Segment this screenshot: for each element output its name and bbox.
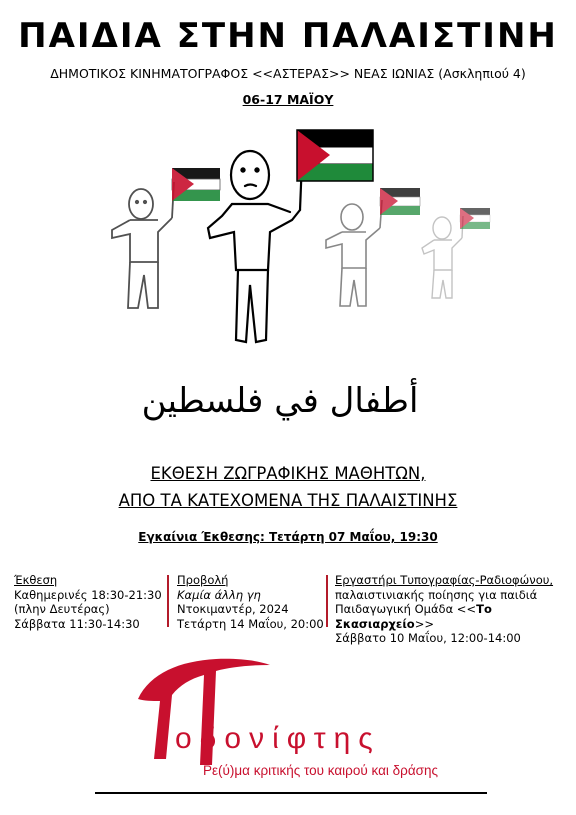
child-figure-right-2 bbox=[422, 216, 463, 298]
exhibition-heading bbox=[0, 460, 576, 514]
exhibit-line-2: (πλην Δευτέρας) bbox=[14, 602, 110, 616]
bottom-rule bbox=[95, 792, 487, 794]
flag-center bbox=[297, 130, 373, 181]
brand-logo-mark bbox=[120, 655, 280, 775]
opening-info: Εγκαίνια Έκθεσης: Τετάρτη 07 Μαΐου, 19:30 bbox=[138, 530, 438, 544]
schedule-workshop bbox=[335, 573, 576, 646]
flag-left bbox=[172, 168, 220, 201]
schedule-exhibit bbox=[14, 573, 162, 631]
brand-name: οδονίφτης bbox=[175, 722, 381, 755]
child-figure-left bbox=[112, 182, 174, 308]
screening-line-2: Ντοκιμαντέρ, 2024 bbox=[177, 602, 289, 616]
child-figure-center bbox=[208, 151, 302, 342]
workshop-line-1: παλαιστινιακής ποίησης για παιδιά bbox=[335, 587, 538, 602]
exhibition-line-2: ΑΠΟ ΤΑ ΚΑΤΕΧΟΜΕΝΑ ΤΗΣ ΠΑΛΑΙΣΤΙΝΗΣ bbox=[118, 491, 458, 510]
exhibit-heading: Έκθεση bbox=[14, 573, 58, 587]
exhibition-line-1: ΕΚΘΕΣΗ ΖΩΓΡΑΦΙΚΗΣ ΜΑΘΗΤΩΝ, bbox=[150, 464, 426, 483]
workshop-group-name: Το Σκασιαρχείο bbox=[335, 602, 492, 631]
flag-right-2 bbox=[460, 208, 490, 229]
flag-right-1 bbox=[380, 188, 420, 215]
column-divider-1 bbox=[167, 575, 169, 627]
exhibit-line-3: Σάββατα 11:30-14:30 bbox=[14, 616, 140, 631]
venue-subtitle: ΔΗΜΟΤΙΚΟΣ ΚΙΝΗΜΑΤΟΓΡΑΦΟΣ <<ΑΣΤΕΡΑΣ>> ΝΕΑΣ ΙΩΝΙΑΣ (Ασκληπιού 4) bbox=[50, 66, 526, 81]
schedule-screening bbox=[177, 573, 324, 631]
children-with-flags-illustration bbox=[0, 120, 576, 450]
workshop-line-3: Σάββατο 10 Μαΐου, 12:00-14:00 bbox=[335, 631, 521, 645]
column-divider-2 bbox=[326, 575, 328, 627]
arabic-handwriting: أطفال في فلسطين bbox=[141, 381, 419, 421]
poster-title: ΠΑΙΔΙΑ ΣΤΗΝ ΠΑΛΑΙΣΤΙΝΗ bbox=[18, 16, 558, 56]
child-figure-right-1 bbox=[326, 200, 382, 306]
workshop-heading: Εργαστήρι Τυπογραφίας-Ραδιοφώνου, bbox=[335, 573, 554, 587]
brand-tagline: Ρε(ύ)μα κριτικής του καιρού και δράσης bbox=[203, 763, 438, 778]
exhibit-line-1: Καθημερινές 18:30-21:30 bbox=[14, 587, 162, 602]
workshop-group-suffix: >> bbox=[414, 616, 434, 631]
event-dates: 06-17 ΜΑΪΟΥ bbox=[242, 92, 334, 107]
screening-film-title: Καμία άλλη γη bbox=[177, 587, 261, 602]
workshop-group-prefix: Παιδαγωγική Ομάδα << bbox=[335, 602, 477, 616]
workshop-line-2 bbox=[335, 602, 576, 631]
screening-heading: Προβολή bbox=[177, 573, 229, 587]
screening-line-3: Τετάρτη 14 Μαΐου, 20:00 bbox=[177, 616, 324, 631]
